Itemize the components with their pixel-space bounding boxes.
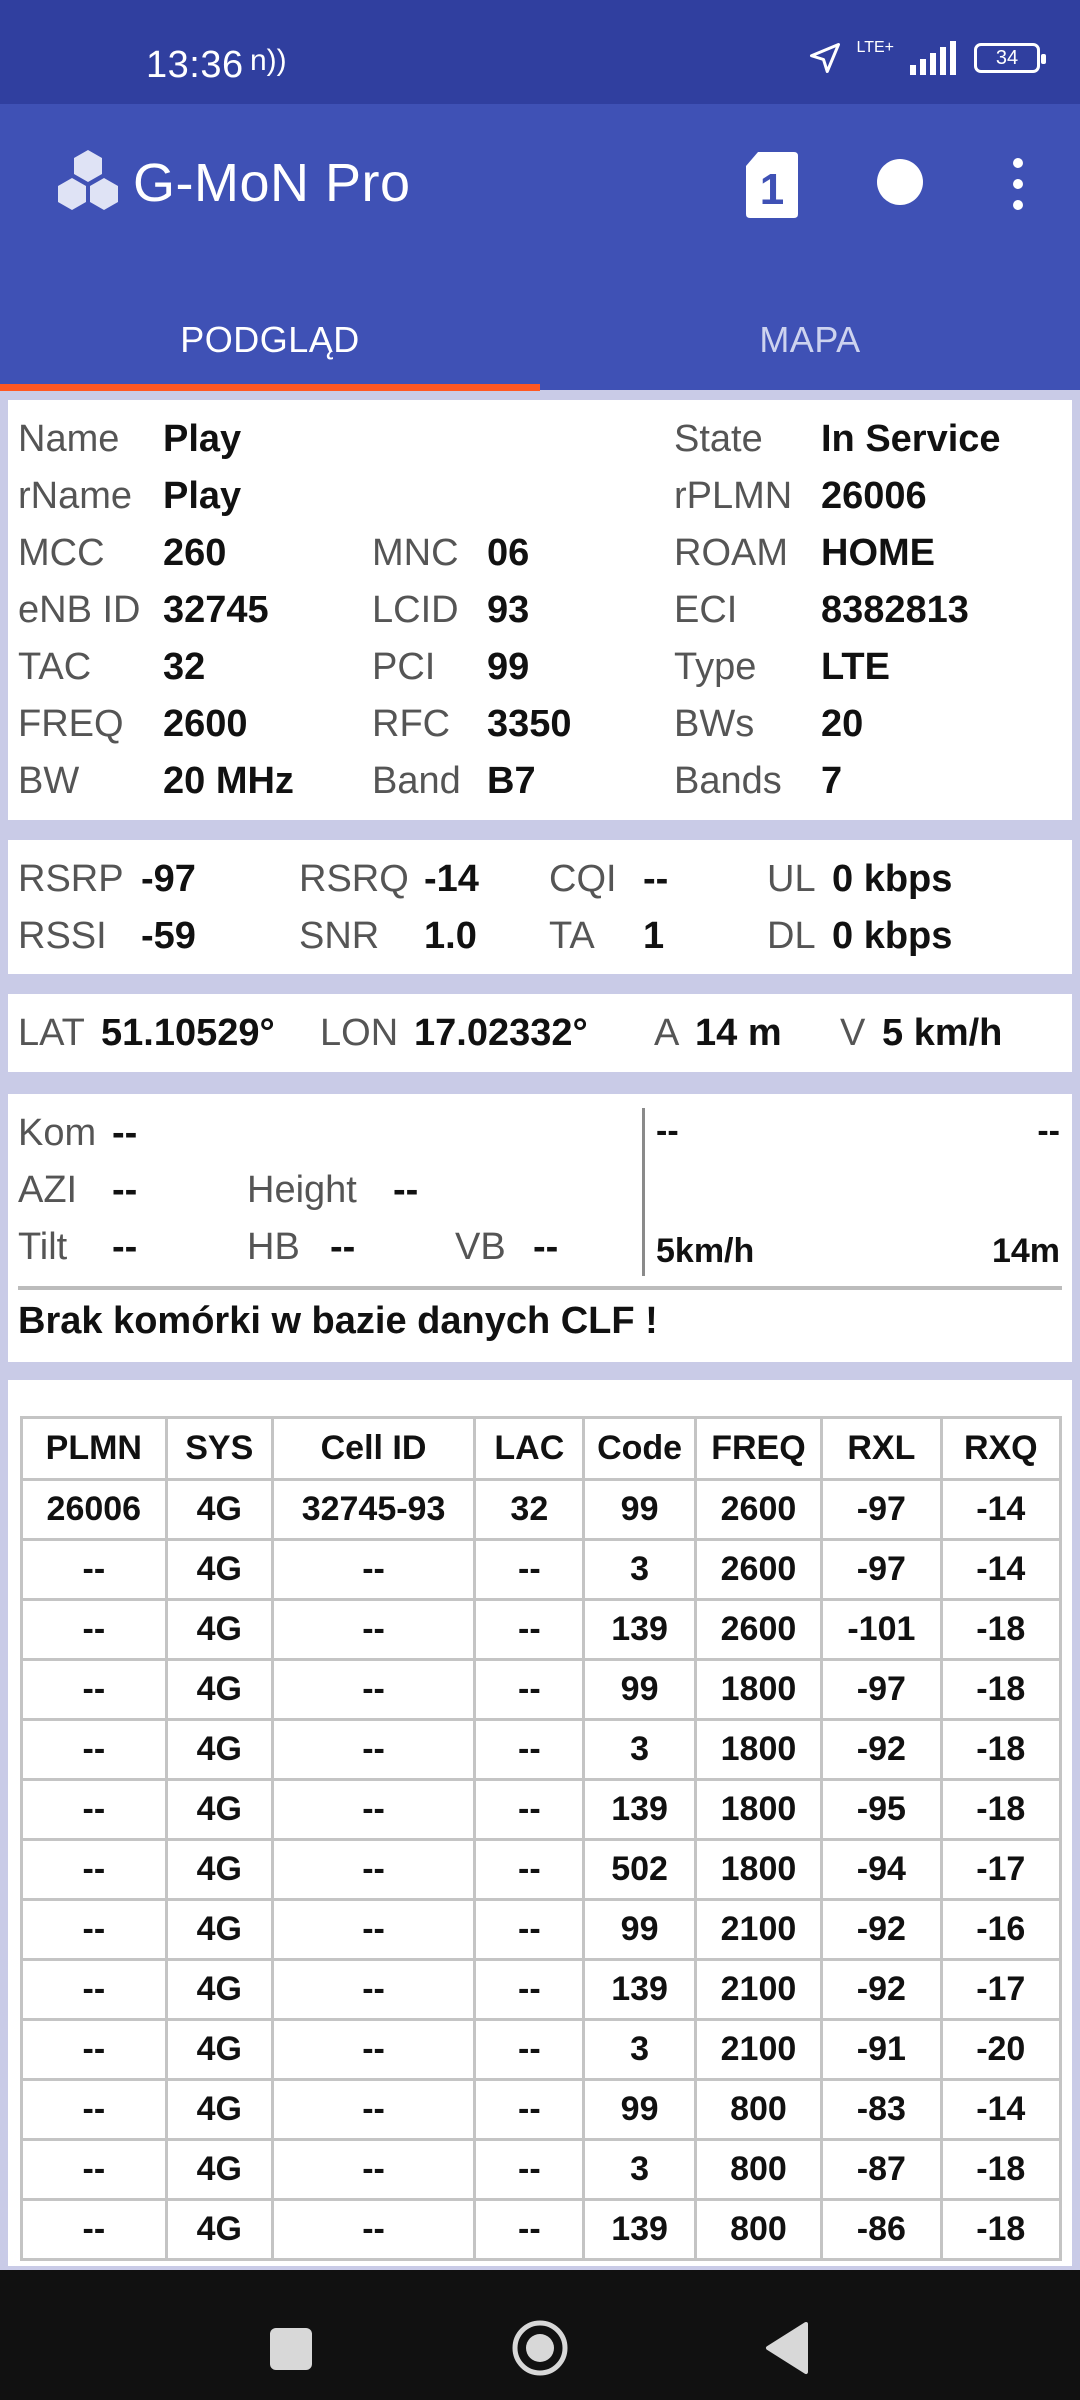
table-cell: 2600 xyxy=(695,1480,821,1540)
table-cell: 139 xyxy=(584,1780,695,1840)
table-cell: -14 xyxy=(941,1540,1060,1600)
table-row xyxy=(22,1780,1061,1840)
rplmn-value: 26006 xyxy=(821,475,927,517)
table-cell: -- xyxy=(475,2200,584,2260)
table-cell: -- xyxy=(22,1660,167,1720)
table-cell: 800 xyxy=(695,2200,821,2260)
table-cell: -- xyxy=(22,1780,167,1840)
rname-value: Play xyxy=(163,475,242,517)
site-right-top-left: -- xyxy=(656,1112,679,1150)
signal-card xyxy=(8,840,1072,974)
enb-value: 32745 xyxy=(163,589,269,631)
ul-label: UL xyxy=(767,858,816,900)
table-cell: -92 xyxy=(822,1720,941,1780)
battery-level: 34 xyxy=(995,46,1019,69)
lat-value: 51.10529° xyxy=(101,1012,275,1054)
table-cell: 3 xyxy=(584,2020,695,2080)
roam-label: ROAM xyxy=(674,532,788,574)
signal-strength-icon xyxy=(908,41,960,75)
back-button[interactable] xyxy=(762,2320,810,2376)
column-header: Code xyxy=(584,1418,695,1480)
table-cell: 502 xyxy=(584,1840,695,1900)
height-value: -- xyxy=(393,1169,419,1211)
tilt-label: Tilt xyxy=(18,1226,68,1268)
ta-label: TA xyxy=(549,915,595,957)
bands-label: Bands xyxy=(674,760,782,802)
rplmn-label: rPLMN xyxy=(674,475,793,517)
table-cell: -91 xyxy=(822,2020,941,2080)
bw-value: 20 MHz xyxy=(163,760,294,802)
vb-label: VB xyxy=(455,1226,506,1268)
rssi-value: -59 xyxy=(141,915,196,957)
lat-label: LAT xyxy=(18,1012,85,1054)
snr-label: SNR xyxy=(299,915,380,957)
state-label: State xyxy=(674,418,763,460)
table-cell: 2100 xyxy=(695,1960,821,2020)
table-cell: 4G xyxy=(166,2080,272,2140)
table-cell: -- xyxy=(22,1720,167,1780)
hb-label: HB xyxy=(247,1226,300,1268)
lon-label: LON xyxy=(320,1012,399,1054)
mcc-value: 260 xyxy=(163,532,227,574)
table-cell: -- xyxy=(475,1840,584,1900)
table-cell: -95 xyxy=(822,1780,941,1840)
table-cell: 800 xyxy=(695,2080,821,2140)
site-accuracy: 14m xyxy=(991,1232,1060,1270)
table-cell: -- xyxy=(475,2080,584,2140)
bw-label: BW xyxy=(18,760,80,802)
status-right xyxy=(807,40,1041,76)
table-cell: -- xyxy=(475,1540,584,1600)
table-cell: -- xyxy=(22,1600,167,1660)
table-cell: -- xyxy=(22,2080,167,2140)
table-cell: 139 xyxy=(584,1960,695,2020)
table-cell: -- xyxy=(22,1900,167,1960)
enb-label: eNB ID xyxy=(18,589,141,631)
table-cell: 4G xyxy=(166,1600,272,1660)
column-header: SYS xyxy=(166,1418,272,1480)
table-cell: 3 xyxy=(584,1540,695,1600)
table-cell: -- xyxy=(272,1720,474,1780)
table-cell: -- xyxy=(272,1780,474,1840)
tab-overview[interactable]: PODGLĄD xyxy=(180,319,360,360)
lcid-value: 93 xyxy=(487,589,530,631)
table-cell: 3 xyxy=(584,1720,695,1780)
table-cell: 2600 xyxy=(695,1540,821,1600)
table-row xyxy=(22,2020,1061,2080)
freq-value: 2600 xyxy=(163,703,248,745)
status-bar xyxy=(0,0,1080,104)
table-cell: 26006 xyxy=(22,1480,167,1540)
more-vert-icon[interactable] xyxy=(998,154,1038,214)
table-cell: -- xyxy=(22,1840,167,1900)
cqi-value: -- xyxy=(643,858,669,900)
table-cell: -- xyxy=(475,1780,584,1840)
table-cell: 1800 xyxy=(695,1840,821,1900)
column-header: PLMN xyxy=(22,1418,167,1480)
table-cell: -92 xyxy=(822,1900,941,1960)
bws-value: 20 xyxy=(821,703,864,745)
table-cell: -18 xyxy=(941,1720,1060,1780)
table-cell: -- xyxy=(272,2140,474,2200)
snr-value: 1.0 xyxy=(424,915,477,957)
table-cell: -16 xyxy=(941,1900,1060,1960)
table-cell: 4G xyxy=(166,1660,272,1720)
table-cell: 4G xyxy=(166,1480,272,1540)
band-label: Band xyxy=(372,760,461,802)
table-cell: -- xyxy=(272,1660,474,1720)
table-cell: -- xyxy=(475,2020,584,2080)
rsrp-label: RSRP xyxy=(18,858,124,900)
table-row xyxy=(22,2080,1061,2140)
table-cell: -83 xyxy=(822,2080,941,2140)
table-cell: 2100 xyxy=(695,2020,821,2080)
table-cell: 139 xyxy=(584,1600,695,1660)
table-cell: -- xyxy=(22,2020,167,2080)
mcc-label: MCC xyxy=(18,532,105,574)
table-cell: -87 xyxy=(822,2140,941,2200)
tab-map[interactable]: MAPA xyxy=(759,319,861,360)
height-label: Height xyxy=(247,1169,357,1211)
accuracy-label: A xyxy=(654,1012,680,1054)
site-card xyxy=(8,1094,1072,1362)
site-speed: 5km/h xyxy=(656,1232,755,1270)
sim-number: 1 xyxy=(759,165,785,214)
table-cell: 139 xyxy=(584,2200,695,2260)
column-header: RXQ xyxy=(941,1418,1060,1480)
table-cell: 3 xyxy=(584,2140,695,2200)
bws-label: BWs xyxy=(674,703,755,745)
table-cell: -- xyxy=(272,1960,474,2020)
table-cell: -17 xyxy=(941,1840,1060,1900)
cqi-label: CQI xyxy=(549,858,617,900)
app-title: G-MoN Pro xyxy=(133,153,411,213)
table-cell: 32745-93 xyxy=(272,1480,474,1540)
table-cell: 800 xyxy=(695,2140,821,2200)
table-cell: -- xyxy=(272,1600,474,1660)
vb-value: -- xyxy=(533,1226,559,1268)
table-cell: -- xyxy=(475,1960,584,2020)
table-row xyxy=(22,2200,1061,2260)
table-cell: -14 xyxy=(941,2080,1060,2140)
table-cell: 99 xyxy=(584,1480,695,1540)
site-right-top-right: -- xyxy=(1037,1112,1060,1150)
rname-label: rName xyxy=(18,475,133,517)
bands-value: 7 xyxy=(821,760,843,802)
table-cell: -97 xyxy=(822,1660,941,1720)
table-cell: -- xyxy=(272,1900,474,1960)
table-row xyxy=(22,1900,1061,1960)
table-cell: -18 xyxy=(941,1660,1060,1720)
sim-card-icon xyxy=(744,148,800,220)
hb-value: -- xyxy=(330,1226,356,1268)
table-cell: -97 xyxy=(822,1480,941,1540)
app-bar xyxy=(0,104,1080,390)
column-header: FREQ xyxy=(695,1418,821,1480)
table-cell: -- xyxy=(475,1720,584,1780)
table-cell: 4G xyxy=(166,2140,272,2200)
site-divider xyxy=(642,1108,645,1276)
dl-value: 0 kbps xyxy=(832,915,953,957)
system-nav-bar xyxy=(0,2270,1080,2400)
table-cell: 32 xyxy=(475,1480,584,1540)
neighbor-table xyxy=(20,1416,1062,2261)
dl-label: DL xyxy=(767,915,816,957)
table-cell: -- xyxy=(272,2200,474,2260)
table-cell: -18 xyxy=(941,1600,1060,1660)
table-cell: 4G xyxy=(166,2200,272,2260)
name-value: Play xyxy=(163,418,242,460)
table-cell: -- xyxy=(272,2080,474,2140)
table-cell: 4G xyxy=(166,1780,272,1840)
azi-value: -- xyxy=(112,1169,138,1211)
lon-value: 17.02332° xyxy=(414,1012,588,1054)
record-button[interactable] xyxy=(877,159,923,205)
table-cell: 99 xyxy=(584,2080,695,2140)
rsrq-value: -14 xyxy=(424,858,479,900)
kom-value: -- xyxy=(112,1112,138,1154)
table-cell: 99 xyxy=(584,1900,695,1960)
table-cell: -- xyxy=(272,1840,474,1900)
table-row xyxy=(22,1540,1061,1600)
tab-indicator xyxy=(0,384,540,391)
table-cell: -18 xyxy=(941,2140,1060,2200)
lcid-label: LCID xyxy=(372,589,459,631)
table-cell: -- xyxy=(22,2200,167,2260)
table-cell: -- xyxy=(475,1600,584,1660)
table-cell: -18 xyxy=(941,2200,1060,2260)
table-cell: 4G xyxy=(166,1720,272,1780)
state-value: In Service xyxy=(821,418,1001,460)
rssi-label: RSSI xyxy=(18,915,107,957)
pci-label: PCI xyxy=(372,646,436,688)
ta-value: 1 xyxy=(643,915,665,957)
table-cell: 2600 xyxy=(695,1600,821,1660)
table-row xyxy=(22,1840,1061,1900)
table-cell: -- xyxy=(475,1660,584,1720)
ul-value: 0 kbps xyxy=(832,858,953,900)
table-cell: -- xyxy=(22,1960,167,2020)
kom-label: Kom xyxy=(18,1112,97,1154)
table-cell: -14 xyxy=(941,1480,1060,1540)
table-row xyxy=(22,1600,1061,1660)
table-cell: -- xyxy=(272,2020,474,2080)
pci-value: 99 xyxy=(487,646,530,688)
rsrq-label: RSRQ xyxy=(299,858,409,900)
status-time: 13:36 xyxy=(146,44,244,86)
home-button[interactable] xyxy=(510,2318,570,2378)
column-header: Cell ID xyxy=(272,1418,474,1480)
network-type: LTE+ xyxy=(856,39,894,56)
velocity-value: 5 km/h xyxy=(882,1012,1003,1054)
table-cell: -- xyxy=(475,1900,584,1960)
table-cell: 4G xyxy=(166,1540,272,1600)
table-cell: -- xyxy=(475,2140,584,2200)
table-cell: -- xyxy=(22,1540,167,1600)
table-cell: -86 xyxy=(822,2200,941,2260)
type-value: LTE xyxy=(821,646,890,688)
nfc-icon: n)) xyxy=(250,44,287,77)
mnc-label: MNC xyxy=(372,532,459,574)
table-cell: 4G xyxy=(166,1960,272,2020)
tac-label: TAC xyxy=(18,646,92,688)
rsrp-value: -97 xyxy=(141,858,196,900)
table-row xyxy=(22,2140,1061,2200)
tac-value: 32 xyxy=(163,646,206,688)
table-cell: -101 xyxy=(822,1600,941,1660)
table-row xyxy=(22,1720,1061,1780)
table-row xyxy=(22,1960,1061,2020)
table-cell: -17 xyxy=(941,1960,1060,2020)
gps-card xyxy=(8,994,1072,1072)
table-cell: 1800 xyxy=(695,1780,821,1840)
freq-label: FREQ xyxy=(18,703,124,745)
sim-select-button[interactable] xyxy=(744,148,800,220)
table-cell: 1800 xyxy=(695,1660,821,1720)
table-cell: -97 xyxy=(822,1540,941,1600)
eci-label: ECI xyxy=(674,589,738,631)
accuracy-value: 14 m xyxy=(695,1012,782,1054)
eci-value: 8382813 xyxy=(821,589,969,631)
table-cell: 4G xyxy=(166,1840,272,1900)
name-label: Name xyxy=(18,418,120,460)
table-cell: 99 xyxy=(584,1660,695,1720)
type-label: Type xyxy=(674,646,757,688)
table-cell: 1800 xyxy=(695,1720,821,1780)
column-header: RXL xyxy=(822,1418,941,1480)
mnc-value: 06 xyxy=(487,532,530,574)
rfc-label: RFC xyxy=(372,703,451,745)
serving-cell-card xyxy=(8,400,1072,820)
rfc-value: 3350 xyxy=(487,703,572,745)
table-cell: -92 xyxy=(822,1960,941,2020)
table-header-row xyxy=(22,1418,1061,1480)
site-separator xyxy=(18,1286,1062,1290)
table-row xyxy=(22,1660,1061,1720)
site-message: Brak komórki w bazie danych CLF ! xyxy=(18,1300,658,1342)
table-cell: -- xyxy=(272,1540,474,1600)
battery-icon xyxy=(974,43,1040,73)
band-value: B7 xyxy=(487,760,536,802)
table-cell: 4G xyxy=(166,2020,272,2080)
column-header: LAC xyxy=(475,1418,584,1480)
location-arrow-icon xyxy=(807,40,843,76)
azi-label: AZI xyxy=(18,1169,78,1211)
roam-value: HOME xyxy=(821,532,935,574)
recents-button[interactable] xyxy=(270,2328,312,2370)
table-cell: -94 xyxy=(822,1840,941,1900)
table-cell: 4G xyxy=(166,1900,272,1960)
table-cell: -20 xyxy=(941,2020,1060,2080)
neighbor-card xyxy=(8,1380,1072,2266)
hexagon-cluster-icon xyxy=(52,148,124,220)
table-cell: 2100 xyxy=(695,1900,821,1960)
table-cell: -18 xyxy=(941,1780,1060,1840)
table-cell: -- xyxy=(22,2140,167,2200)
velocity-label: V xyxy=(840,1012,866,1054)
table-row xyxy=(22,1480,1061,1540)
tilt-value: -- xyxy=(112,1226,138,1268)
